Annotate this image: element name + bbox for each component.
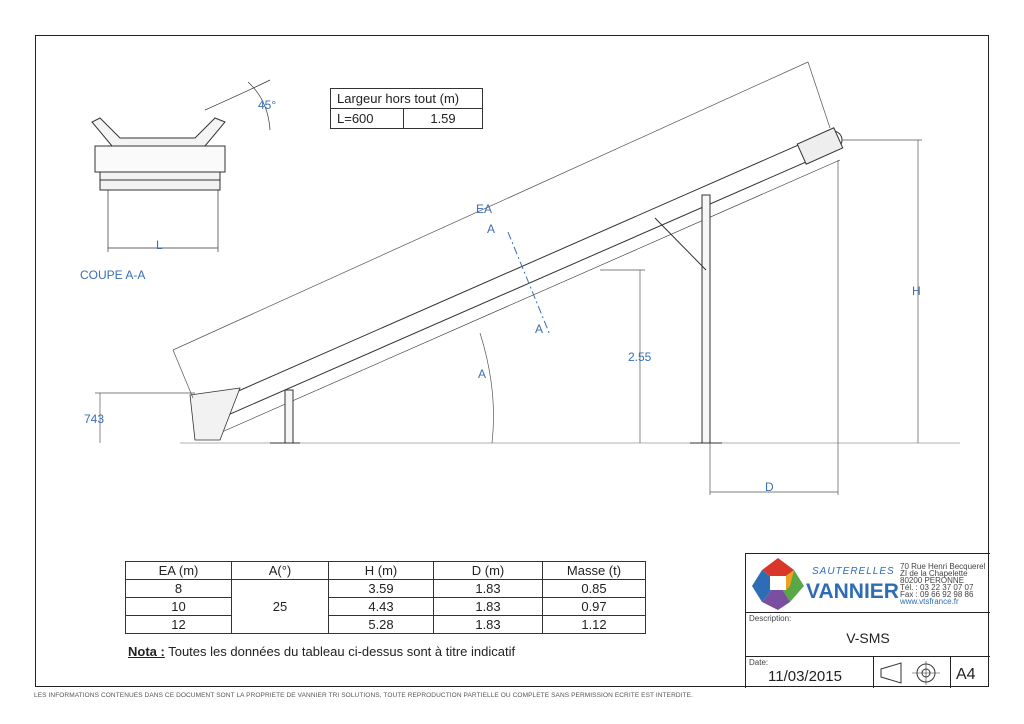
cell-d: 1.83 (434, 580, 543, 598)
cell-d: 1.83 (434, 616, 543, 634)
overall-width-row-label: L=600 (331, 109, 404, 129)
header-angle: A(°) (232, 562, 329, 580)
cut-label-bottom: A (535, 322, 544, 336)
title-block-brand (746, 554, 990, 613)
cut-label-top: A (487, 222, 496, 236)
address-line: ZI de la Chapelette (900, 569, 968, 578)
infeed-height-label: 743 (84, 412, 105, 426)
distance-label: D (765, 480, 774, 494)
address-line: Tél. : 03 22 37 07 07 (900, 583, 974, 592)
angle-label: A (478, 367, 487, 381)
title-block-divider (873, 656, 874, 688)
description-label: Description: (749, 614, 792, 623)
cell-h: 3.59 (329, 580, 434, 598)
supports (270, 195, 722, 443)
section-title: COUPE A-A (80, 268, 146, 282)
address-line: 80200 PERONNE (900, 576, 965, 585)
support-height-label: 2.55 (628, 350, 652, 364)
nota-label: Nota : (128, 644, 165, 659)
height-label: H (912, 284, 921, 298)
header-masse: Masse (t) (543, 562, 646, 580)
nota-text: Toutes les données du tableau ci-dessus sont à titre indicatif (164, 644, 516, 659)
title-block-date (746, 656, 990, 688)
cell-h: 4.43 (329, 598, 434, 616)
vannier-logo-icon (750, 556, 806, 612)
cell-h: 5.28 (329, 616, 434, 634)
brand-top: SAUTERELLES (812, 566, 895, 577)
cell-ea: 12 (126, 616, 232, 634)
brand-name: VANNIER (806, 580, 899, 603)
title-block (745, 553, 990, 688)
overall-width-row-value: 1.59 (404, 109, 483, 129)
overall-width-header: Largeur hors tout (m) (331, 89, 483, 109)
overall-width-table (330, 88, 483, 129)
legal-footer: LES INFORMATIONS CONTENUES DANS CE DOCUMENT SONT LA PROPRIETE DE VANNIER TRI SOLUTIONS, TOUTE REPRODUCTION PARTIELLE OU COMPLETE SANS PERMISSION ECRITE EST INTERDITE. (34, 692, 694, 699)
cell-ea: 8 (126, 580, 232, 598)
sheet-format: A4 (956, 666, 976, 683)
section-angle-label: 45° (258, 98, 277, 112)
table-header-row (126, 562, 646, 580)
date-label: Date: (749, 658, 769, 667)
header-h: H (m) (329, 562, 434, 580)
website-link[interactable]: www.vtsfrance.fr (900, 597, 959, 606)
title-block-description (746, 612, 990, 657)
cell-masse: 0.85 (543, 580, 646, 598)
address-line: 70 Rue Henri Becquerel (900, 562, 986, 571)
header-d: D (m) (434, 562, 543, 580)
description-value: V-SMS (846, 630, 890, 646)
projection-symbol-icon (876, 659, 946, 687)
date-value: 11/03/2015 (768, 668, 842, 685)
cell-ea: 10 (126, 598, 232, 616)
address-line: Fax : 09 66 92 98 86 (900, 590, 974, 599)
cross-section-view (92, 80, 270, 252)
table-row (126, 616, 646, 634)
dimensions-table (125, 561, 646, 634)
cell-masse: 0.97 (543, 598, 646, 616)
table-row (126, 580, 646, 598)
cell-masse: 1.12 (543, 616, 646, 634)
nota-note (128, 644, 515, 659)
section-width-label: L (156, 238, 163, 252)
title-block-divider (950, 656, 951, 688)
cell-angle: 25 (232, 580, 329, 634)
section-cut-line (508, 232, 550, 335)
table-row (126, 598, 646, 616)
cell-d: 1.83 (434, 598, 543, 616)
header-ea: EA (m) (126, 562, 232, 580)
ea-label: EA (476, 202, 493, 216)
